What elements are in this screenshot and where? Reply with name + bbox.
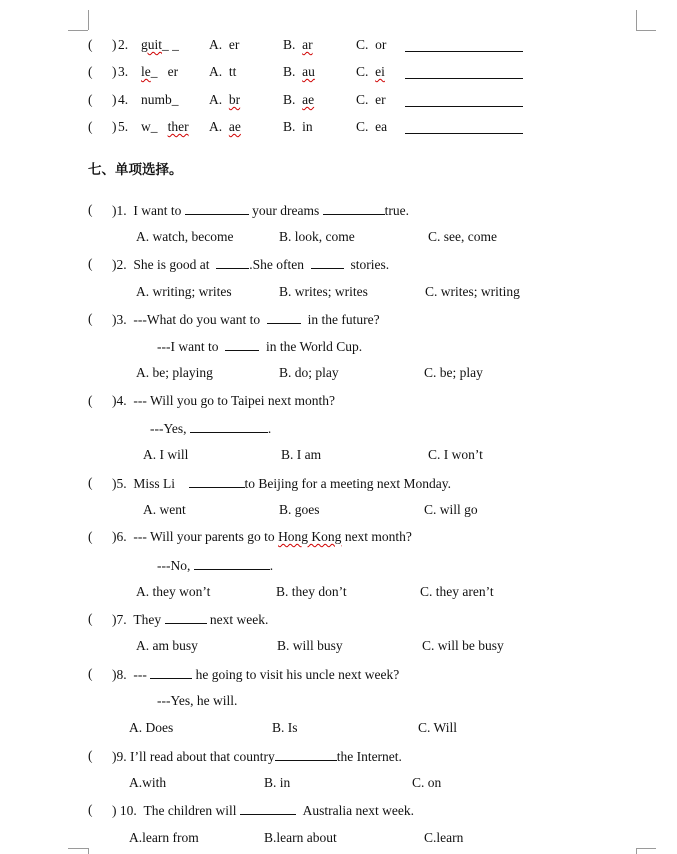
paren-close: ) [112,92,117,107]
paren-open: ( [88,37,93,52]
option-c[interactable]: C. see, come [428,229,497,244]
question-text: ) 10. The children will Australia next week. [112,803,414,818]
option-a: A. br [209,92,241,107]
question-number: 2. [118,37,129,52]
option-b[interactable]: B. writes; writes [279,284,368,299]
option-a[interactable]: A.with [129,775,167,790]
question-text: )6. --- Will your parents go to Hong Kong next month? [112,529,412,544]
option-c[interactable]: C. Will [418,720,457,735]
paren-close: ) [112,37,117,52]
option-b[interactable]: B. look, come [279,229,355,244]
paren-open: ( [88,202,93,217]
paren-open: ( [88,529,93,544]
answer-line[interactable] [405,65,523,79]
question-line-2: ---Yes, he will. [157,693,238,708]
spelling-row [0,36,677,56]
option-a[interactable]: A. watch, become [136,229,234,244]
question-number: 4. [118,92,129,107]
option-c: C. ea [356,119,388,134]
spelling-row [0,118,677,138]
answer-line[interactable] [405,38,523,52]
section-title: 七、单项选择。 [88,162,183,178]
option-a[interactable]: A.learn from [129,830,199,845]
option-b[interactable]: B. do; play [279,365,339,380]
paren-open: ( [88,666,93,681]
question-line-2: ---Yes, . [150,421,272,436]
paren-open: ( [88,393,93,408]
option-a[interactable]: A. I will [143,447,189,462]
option-c[interactable]: C. on [412,775,442,790]
option-a[interactable]: A. be; playing [136,365,213,380]
word-with-gap: le_ er [141,64,179,79]
option-a[interactable]: A. am busy [136,638,198,653]
option-b: B. ae [283,92,315,107]
question-number: 5. [118,119,129,134]
question-text: )9. I’ll read about that country the Internet. [112,749,402,764]
word-with-gap: guit_ _ [141,37,179,52]
option-c[interactable]: C. will go [424,502,478,517]
question-text: )1. I want to your dreams true. [112,203,409,218]
question-text: )4. --- Will you go to Taipei next month? [112,393,335,408]
option-c[interactable]: C. they aren’t [420,584,494,599]
option-b[interactable]: B. will busy [277,638,343,653]
answer-line[interactable] [405,93,523,107]
option-c[interactable]: C. will be busy [422,638,504,653]
paren-open: ( [88,64,93,79]
option-c: C. ei [356,64,385,79]
word-with-gap: numb_ [141,92,179,107]
option-a: A. tt [209,64,237,79]
option-b: B. ar [283,37,313,52]
option-a[interactable]: A. went [143,502,186,517]
option-b[interactable]: B. in [264,775,291,790]
option-a[interactable]: A. writing; writes [136,284,232,299]
option-c[interactable]: C. writes; writing [425,284,520,299]
question-line-2: ---I want to in the World Cup. [157,339,363,354]
question-text: )8. --- he going to visit his uncle next week? [112,667,400,682]
paren-open: ( [88,92,93,107]
paren-open: ( [88,802,93,817]
option-a: A. er [209,37,240,52]
paren-close: ) [112,64,117,79]
option-b: B. in [283,119,313,134]
spelling-row [0,63,677,83]
option-c[interactable]: C. I won’t [428,447,483,462]
option-c: C. er [356,92,386,107]
option-c: C. or [356,37,387,52]
question-text: )7. They next week. [112,612,269,627]
option-b: B. au [283,64,315,79]
option-b[interactable]: B. I am [281,447,322,462]
paren-open: ( [88,611,93,626]
answer-line[interactable] [405,120,523,134]
question-line-2: ---No, . [157,558,274,573]
option-c[interactable]: C. be; play [424,365,483,380]
option-c[interactable]: C.learn [424,830,464,845]
question-number: 3. [118,64,129,79]
question-text: )3. ---What do you want to in the future? [112,312,380,327]
option-a[interactable]: A. Does [129,720,174,735]
option-b[interactable]: B.learn about [264,830,337,845]
paren-open: ( [88,748,93,763]
paren-open: ( [88,311,93,326]
paren-open: ( [88,256,93,271]
paren-close: ) [112,119,117,134]
paren-open: ( [88,475,93,490]
word-with-gap: w_ ther [141,119,189,134]
option-b[interactable]: B. they don’t [276,584,347,599]
spelling-row [0,91,677,111]
paren-open: ( [88,119,93,134]
option-b[interactable]: B. Is [272,720,298,735]
question-text: )5. Miss Li to Beijing for a meeting next Monday. [112,476,451,491]
question-text: )2. She is good at .She often stories. [112,257,390,272]
option-a: A. ae [209,119,241,134]
option-a[interactable]: A. they won’t [136,584,211,599]
option-b[interactable]: B. goes [279,502,320,517]
